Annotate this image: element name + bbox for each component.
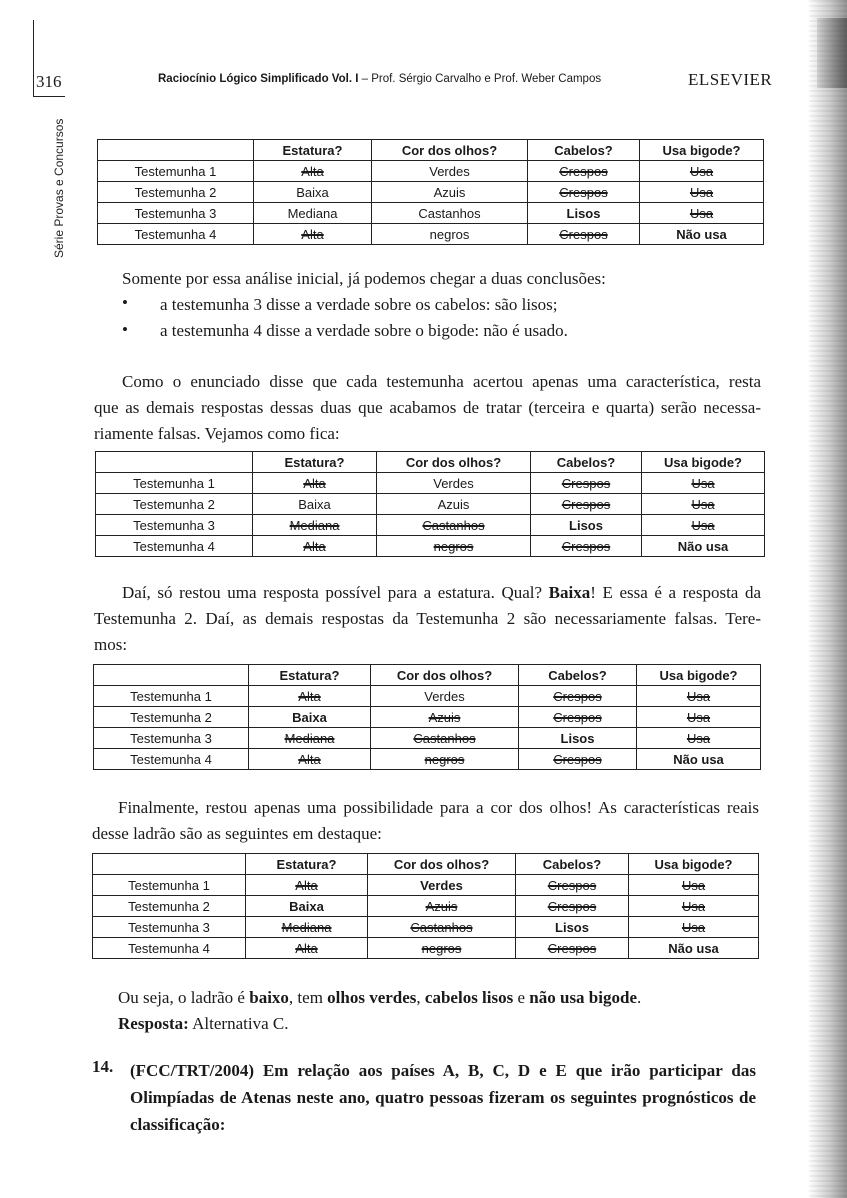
struck-answer-cell: Crespos [519, 686, 637, 707]
answer-cell: Verdes [371, 686, 519, 707]
table-row [96, 536, 765, 557]
book-title: Raciocínio Lógico Simplificado Vol. I [158, 73, 359, 85]
book-authors: – Prof. Sérgio Carvalho e Prof. Weber Campos [358, 73, 602, 85]
struck-answer-cell: Crespos [528, 182, 640, 203]
table-header-cell: Estatura? [254, 140, 372, 161]
paragraph-4-line-2: desse ladrão são as seguintes em destaque: [92, 824, 382, 843]
table-header-cell: Usa bigode? [642, 452, 765, 473]
row-label: Testemunha 4 [93, 938, 246, 959]
struck-answer-cell: Crespos [516, 896, 629, 917]
row-label: Testemunha 2 [93, 896, 246, 917]
paragraph-3-line-3: mos: [94, 635, 128, 654]
answer-cell: Baixa [253, 494, 377, 515]
table-header-cell: Cor dos olhos? [377, 452, 531, 473]
paragraph-4-line-1: Finalmente, restou apenas uma possibilidade para a cor dos olhos! As características reais [118, 798, 759, 817]
answer-cell: Verdes [368, 875, 516, 896]
struck-answer-cell: Castanhos [377, 515, 531, 536]
answer-cell: Não usa [642, 536, 765, 557]
table-row [94, 749, 761, 770]
answer-cell: Lisos [531, 515, 642, 536]
row-label: Testemunha 2 [98, 182, 254, 203]
row-label: Testemunha 4 [94, 749, 249, 770]
struck-answer-cell: negros [371, 749, 519, 770]
intro-paragraph: Somente por essa análise inicial, já podemos chegar a duas conclusões: [122, 269, 606, 288]
scan-corner-shadow [817, 18, 847, 88]
table-testemunhas-2 [95, 451, 765, 557]
table-header-row [98, 140, 764, 161]
table-header-blank [94, 665, 249, 686]
row-label: Testemunha 3 [98, 203, 254, 224]
row-label: Testemunha 1 [94, 686, 249, 707]
struck-answer-cell: Castanhos [371, 728, 519, 749]
paragraph-3-line-2: Testemunha 2. Daí, as demais respostas da Testemunha 2 são necessariamente falsas. Tere- [94, 609, 761, 628]
struck-answer-cell: Usa [642, 473, 765, 494]
table-row [98, 182, 764, 203]
table-row [93, 938, 759, 959]
answer-cell: Azuis [372, 182, 528, 203]
answer-cell: Verdes [372, 161, 528, 182]
struck-answer-cell: Alta [253, 536, 377, 557]
series-label: Série Provas e Concursos [52, 118, 66, 258]
struck-answer-cell: Crespos [519, 749, 637, 770]
table-row [93, 875, 759, 896]
table-row [94, 728, 761, 749]
answer-cell: Lisos [516, 917, 629, 938]
answer-cell: Verdes [377, 473, 531, 494]
table-row [96, 473, 765, 494]
struck-answer-cell: Azuis [368, 896, 516, 917]
table-header-cell: Estatura? [253, 452, 377, 473]
answer-cell: Castanhos [372, 203, 528, 224]
running-header [158, 73, 601, 85]
struck-answer-cell: Crespos [531, 473, 642, 494]
table-testemunhas-4 [92, 853, 759, 959]
table-row [98, 224, 764, 245]
emphasis-baixa: Baixa [548, 583, 591, 602]
table-header-row [96, 452, 765, 473]
page-number: 316 [36, 72, 62, 91]
paragraph-3-line-1: Daí, só restou uma resposta possível para a estatura. Qual? Baixa! E essa é a resposta da [122, 583, 761, 602]
struck-answer-cell: Usa [637, 707, 761, 728]
paragraph-2-line-3: riamente falsas. Vejamos como fica: [94, 424, 340, 443]
row-label: Testemunha 3 [93, 917, 246, 938]
struck-answer-cell: Castanhos [368, 917, 516, 938]
struck-answer-cell: Crespos [528, 161, 640, 182]
table-row [94, 707, 761, 728]
struck-answer-cell: Usa [629, 875, 759, 896]
table-testemunhas-3 [93, 664, 761, 770]
answer-label: Resposta: [118, 1014, 189, 1033]
answer-cell: Azuis [377, 494, 531, 515]
answer-cell: Lisos [528, 203, 640, 224]
margin-rule-bottom [33, 96, 65, 97]
row-label: Testemunha 1 [93, 875, 246, 896]
row-label: Testemunha 3 [94, 728, 249, 749]
table-header-cell: Cabelos? [516, 854, 629, 875]
struck-answer-cell: Usa [629, 917, 759, 938]
struck-answer-cell: Usa [642, 515, 765, 536]
struck-answer-cell: Crespos [519, 707, 637, 728]
table-header-cell: Usa bigode? [637, 665, 761, 686]
answer-cell: Baixa [254, 182, 372, 203]
answer-cell: Mediana [254, 203, 372, 224]
paragraph-2-line-2: que as demais respostas dessas duas que acabamos de tratar (terceira e quarta) serão necessa- [94, 398, 761, 417]
struck-answer-cell: Alta [253, 473, 377, 494]
struck-answer-cell: Usa [640, 161, 764, 182]
struck-answer-cell: Crespos [531, 536, 642, 557]
struck-answer-cell: Mediana [249, 728, 371, 749]
margin-rule [33, 20, 34, 96]
table-row [93, 917, 759, 938]
struck-answer-cell: Usa [637, 686, 761, 707]
table-row [96, 494, 765, 515]
table-header-cell: Usa bigode? [629, 854, 759, 875]
struck-answer-cell: Mediana [246, 917, 368, 938]
table-header-cell: Estatura? [249, 665, 371, 686]
question-number: 14. [92, 1057, 114, 1076]
struck-answer-cell: negros [377, 536, 531, 557]
row-label: Testemunha 2 [96, 494, 253, 515]
struck-answer-cell: Crespos [516, 875, 629, 896]
answer-cell: Não usa [640, 224, 764, 245]
struck-answer-cell: Alta [254, 161, 372, 182]
table-header-cell: Usa bigode? [640, 140, 764, 161]
struck-answer-cell: Crespos [531, 494, 642, 515]
struck-answer-cell: Usa [640, 203, 764, 224]
struck-answer-cell: Usa [640, 182, 764, 203]
answer-cell: Não usa [637, 749, 761, 770]
publisher-name: ELSEVIER [688, 70, 773, 89]
answer-cell: Baixa [249, 707, 371, 728]
row-label: Testemunha 2 [94, 707, 249, 728]
struck-answer-cell: Alta [246, 875, 368, 896]
bullet-2: a testemunha 4 disse a verdade sobre o bigode: não é usado. [160, 321, 568, 340]
question-text: (FCC/TRT/2004) Em relação aos países A, B, C, D e E que irão participar das Olimpíadas de Atenas neste ano, quatro pessoas fizeram os seguintes prognósticos de classificação: [130, 1061, 756, 1134]
table-header-cell: Cabelos? [519, 665, 637, 686]
table-row [98, 203, 764, 224]
struck-answer-cell: Alta [249, 749, 371, 770]
struck-answer-cell: Crespos [516, 938, 629, 959]
struck-answer-cell: Azuis [371, 707, 519, 728]
bullet-1: a testemunha 3 disse a verdade sobre os cabelos: são lisos; [160, 295, 558, 314]
table-header-row [93, 854, 759, 875]
table-row [98, 161, 764, 182]
table-row [93, 896, 759, 917]
table-row [96, 515, 765, 536]
struck-answer-cell: Usa [637, 728, 761, 749]
scan-edge-shadow [809, 0, 847, 1198]
table-header-cell: Cabelos? [528, 140, 640, 161]
row-label: Testemunha 3 [96, 515, 253, 536]
paragraph-2-line-1: Como o enunciado disse que cada testemunha acertou apenas uma característica, resta [122, 372, 761, 391]
struck-answer-cell: Alta [254, 224, 372, 245]
table-header-cell: Cor dos olhos? [372, 140, 528, 161]
bullet-dot: • [122, 320, 128, 339]
bullet-dot: • [122, 293, 128, 312]
answer-cell: Lisos [519, 728, 637, 749]
struck-answer-cell: negros [368, 938, 516, 959]
row-label: Testemunha 4 [96, 536, 253, 557]
table-header-cell: Estatura? [246, 854, 368, 875]
answer-cell: Baixa [246, 896, 368, 917]
struck-answer-cell: Crespos [528, 224, 640, 245]
table-testemunhas-1 [97, 139, 764, 245]
table-header-row [94, 665, 761, 686]
struck-answer-cell: Alta [246, 938, 368, 959]
answer-value: Alternativa C. [188, 1014, 289, 1033]
table-header-cell: Cabelos? [531, 452, 642, 473]
table-row [94, 686, 761, 707]
struck-answer-cell: Usa [642, 494, 765, 515]
table-header-blank [96, 452, 253, 473]
table-header-blank [98, 140, 254, 161]
table-header-cell: Cor dos olhos? [371, 665, 519, 686]
struck-answer-cell: Usa [629, 896, 759, 917]
struck-answer-cell: Alta [249, 686, 371, 707]
table-header-blank [93, 854, 246, 875]
table-header-cell: Cor dos olhos? [368, 854, 516, 875]
row-label: Testemunha 4 [98, 224, 254, 245]
conclusion-line: Ou seja, o ladrão é baixo, tem olhos verdes, cabelos lisos e não usa bigode. [118, 988, 642, 1007]
answer-cell: Não usa [629, 938, 759, 959]
struck-answer-cell: Mediana [253, 515, 377, 536]
row-label: Testemunha 1 [98, 161, 254, 182]
row-label: Testemunha 1 [96, 473, 253, 494]
answer-line [118, 1011, 288, 1037]
answer-cell: negros [372, 224, 528, 245]
